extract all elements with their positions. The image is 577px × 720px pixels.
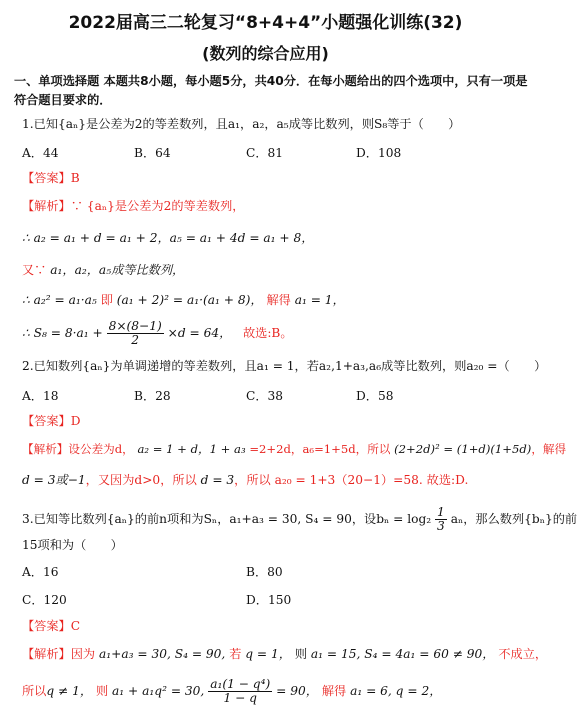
q1-analysis-label: 【解析】 [22,199,71,213]
q2-option-c: C．38 [246,389,284,403]
q1-analysis-1: 【解析】∵ {aₙ}是公差为2的等差数列， [22,199,245,213]
q1-analysis-5: ∴ S₈ = 8·a₁ + $\frac{8\times(8-1)}{2}$ ×d = 64， 故选:B。 [22,319,293,347]
q3-stem-fraction: $\frac{1}{3}$ [437,505,445,533]
q3-analysis-fraction: $\frac{\text{a₁(1 − q⁴)}}{1 - q}$ [210,677,271,705]
q3-option-a: A．16 [22,565,59,579]
q3-option-d: D．150 [246,593,292,607]
q3-stem-line-1: 3.已知等比数列{aₙ}的前n项和为Sₙ，a₁+a₃ = 30, S₄ = 90，设bₙ = log₂ $\frac{1}{3}$ aₙ，那么数列{bₙ}的前 [22,505,577,533]
q1-option-b: B．64 [134,146,171,160]
q1-analysis-3: 又∵ a₁，a₂，a₅成等比数列， [22,263,185,277]
page-subtitle: (数列的综合应用) [202,44,329,63]
q1-option-a: A．44 [22,146,59,160]
q1-analysis-2: ∴ a₂ = a₁ + d = a₁ + 2，a₅ = a₁ + 4d = a₁ + 8， [22,231,314,245]
q2-analysis-1: 【解析】设公差为d， a₂ = 1 + d，1 + a₃ =2+2d，a₆=1+5d，所以 (2+2d)² = (1+d)(1+5d)，解得 [22,442,567,456]
q1-stem: 1.已知{aₙ}是公差为2的等差数列，且a₁，a₂，a₅成等比数列，则S₈等于（ ） [22,117,461,131]
section-heading-line-2: 符合题目要求的． [14,93,112,107]
q3-stem-line-2: 15项和为（ ） [22,538,123,552]
q1-analysis-4: ∴ a₂² = a₁·a₅ 即 (a₁ + 2)² = a₁·(a₁ + 8)， 解得 a₁ = 1， [22,293,345,307]
q2-option-a: A．18 [22,389,59,403]
q3-option-b: B．80 [246,565,283,579]
q2-stem: 2.已知数列{aₙ}为单调递增的等差数列，且a₁ = 1，若a₂,1+a₃,a₆成等比数列，则a₂₀ =（ ） [22,359,547,373]
q2-option-b: B．28 [134,389,171,403]
q3-option-c: C．120 [22,593,67,607]
section-heading-line-1: 一、单项选择题 本题共8小题，每小题5分，共40分．在每小题给出的四个选项中，只有一项是 [14,74,528,88]
q1-option-c: C．81 [246,146,284,160]
q1-option-d: D．108 [356,146,402,160]
q3-answer: 【答案】C [22,619,81,633]
q2-answer: 【答案】D [22,414,81,428]
q3-analysis-2: 所以q ≠ 1， 则 a₁ + a₁q² = 30, $\frac{\text{a₁(1 − q⁴)}}{1 - q}$ = 90， 解得 a₁ = 6, q = 2， [22,677,442,705]
q1-fraction: $\frac{8\times(8-1)}{2}$ [108,319,162,347]
page-title: 2022届高三二轮复习“8+4+4”小题强化训练(32) [68,13,463,33]
q3-analysis-1: 【解析】因为 a₁+a₃ = 30, S₄ = 90, 若 q = 1， 则 a₁ = 15, S₄ = 4a₁ = 60 ≠ 90， 不成立， [22,647,548,661]
q2-option-d: D．58 [356,389,394,403]
q1-answer: 【答案】B [22,171,80,185]
q2-analysis-2: d = 3或−1，又因为d>0，所以 d = 3，所以 a₂₀ = 1+3（20−1）=58. 故选:D. [22,473,469,487]
